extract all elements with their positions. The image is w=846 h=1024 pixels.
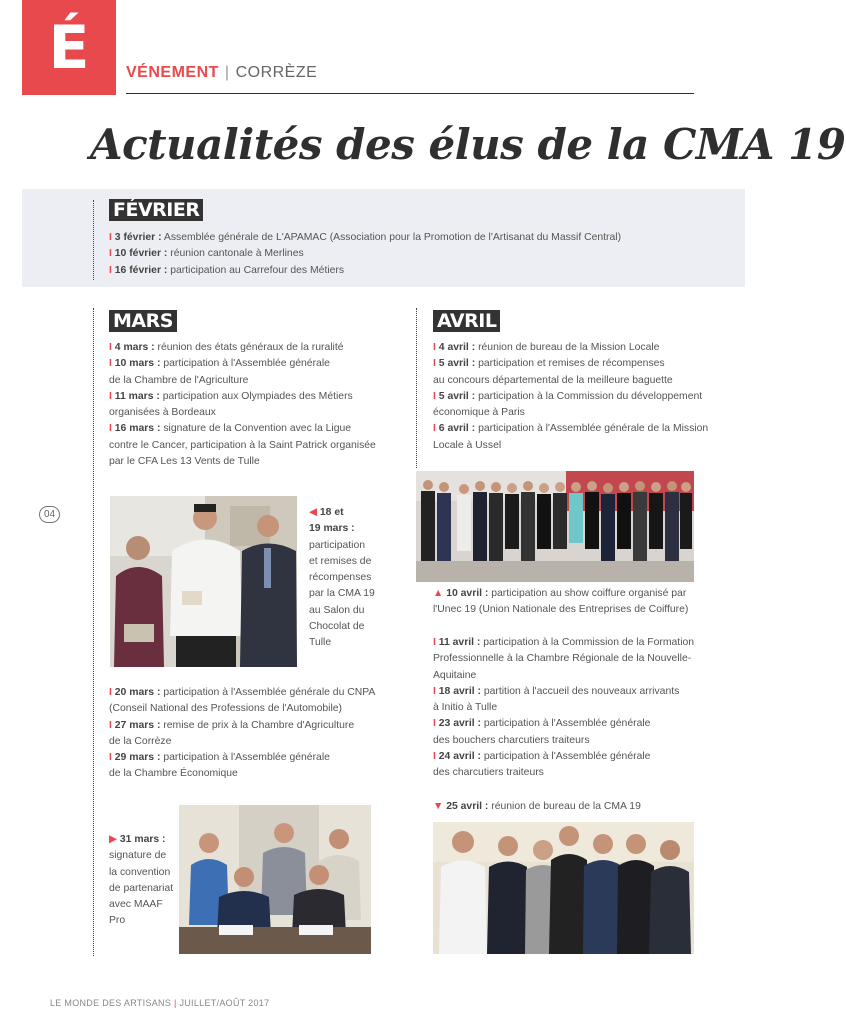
list-item: I 10 février : réunion cantonale à Merlines xyxy=(109,248,304,260)
list-item: I 6 avril : participation à l'Assemblée générale de la Mission Locale à Ussel xyxy=(433,423,709,451)
photo-show-coiffure xyxy=(416,471,694,582)
fevrier-divider xyxy=(93,200,94,280)
photo-salon-chocolat-image xyxy=(110,496,297,667)
photo-maaf-signature-image xyxy=(179,805,371,954)
photo-bureau-cma-image xyxy=(433,822,694,954)
photo-show-coiffure-image xyxy=(416,471,694,582)
list-item: I 27 mars : remise de prix à la Chambre d'Agriculture de la Corrèze xyxy=(109,719,355,747)
month-label-fevrier: FÉVRIER xyxy=(109,199,203,221)
section-name: VÉNEMENT xyxy=(126,64,219,81)
triangle-left-icon: ◀ xyxy=(309,507,317,518)
header-separator: | xyxy=(224,64,230,81)
list-item: I 10 mars : participation à l'Assemblée générale de la Chambre de l'Agriculture xyxy=(109,358,330,386)
page-title: Actualités des élus de la CMA 19 xyxy=(90,120,846,169)
list-item: I 18 avril : partition à l'accueil des nouveaux arrivants à Initio à Tulle xyxy=(433,685,680,714)
list-item: I 4 avril : réunion de bureau de la Mission Locale xyxy=(433,342,660,353)
list-item: I 16 mars : signature de la Convention avec la Ligue contre le Cancer, participation à la Saint Patrick organisée par le CFA Les 13 Vents de Tulle xyxy=(109,423,376,468)
right-column-divider xyxy=(416,308,417,468)
section-header xyxy=(126,64,317,82)
list-item: I 11 mars : participation aux Olympiades des Métiers organisées à Bordeaux xyxy=(109,390,353,419)
triangle-up-icon: ▲ xyxy=(433,588,444,599)
section-initial: É xyxy=(22,0,116,95)
triangle-down-icon: ▼ xyxy=(433,801,444,812)
month-label-mars: MARS xyxy=(109,310,177,332)
list-item: I 16 février : participation au Carrefour des Métiers xyxy=(109,264,345,276)
photo-bureau-cma xyxy=(433,822,694,954)
footer-separator: | xyxy=(173,998,177,1008)
footer xyxy=(50,998,269,1008)
list-item: I 29 mars : participation à l'Assemblée générale de la Chambre Économique xyxy=(109,752,330,780)
section-region: CORRÈZE xyxy=(235,64,318,81)
list-item: I 5 avril : participation à la Commission du développement économique à Paris xyxy=(433,390,703,419)
fevrier-entries xyxy=(109,230,621,279)
list-item: I 3 février : Assemblée générale de L'APAMAC (Association pour la Promotion de l'Artisanat du Massif Central) xyxy=(109,232,622,243)
list-item: I 23 avril : participation à l'Assemblée générale des bouchers charcutiers traiteurs xyxy=(433,718,651,746)
caption-18-mars: ◀ 18 et 19 mars : participation et remises de récompenses par la CMA 19 au Salon du Chocolat de Tulle xyxy=(309,507,375,649)
footer-issue: JUILLET/AOÛT 2017 xyxy=(179,998,270,1008)
photo-salon-chocolat xyxy=(110,496,297,667)
month-label-avril: AVRIL xyxy=(433,310,500,332)
page-number: 04 xyxy=(39,506,60,523)
avril-entries-top xyxy=(433,340,708,454)
triangle-right-icon: ▶ xyxy=(109,834,117,845)
left-column-divider xyxy=(93,308,94,956)
caption-25-avril: ▼ 25 avril : réunion de bureau de la CMA 19 xyxy=(433,801,641,812)
list-item: I 4 mars : réunion des états généraux de la ruralité xyxy=(109,342,344,353)
avril-entries-bottom xyxy=(433,635,694,782)
header-rule xyxy=(126,93,694,94)
mars-entries-top xyxy=(109,340,376,470)
photo-maaf-signature xyxy=(179,805,371,954)
list-item: I 11 avril : participation à la Commission de la Formation Professionnelle à la Chambre Régionale de la Nouvelle- Aquitaine xyxy=(433,637,695,681)
mars-entries-bottom xyxy=(109,685,375,783)
list-item: I 5 avril : participation et remises de récompenses au concours départemental de la meilleure baguette xyxy=(433,358,673,386)
list-item: I 20 mars : participation à l'Assemblée générale du CNPA (Conseil National des Professions de l'Automobile) xyxy=(109,687,376,715)
footer-magazine: LE MONDE DES ARTISANS xyxy=(50,998,172,1008)
list-item: I 24 avril : participation à l'Assemblée générale des charcutiers traiteurs xyxy=(433,751,651,779)
caption-10-avril: ▲ 10 avril : participation au show coiffure organisé par l'Unec 19 (Union Nationale des Entreprises de Coiffure) xyxy=(433,588,689,616)
caption-31-mars: ▶ 31 mars : signature de la convention de partenariat avec MAAF Pro xyxy=(109,834,174,927)
